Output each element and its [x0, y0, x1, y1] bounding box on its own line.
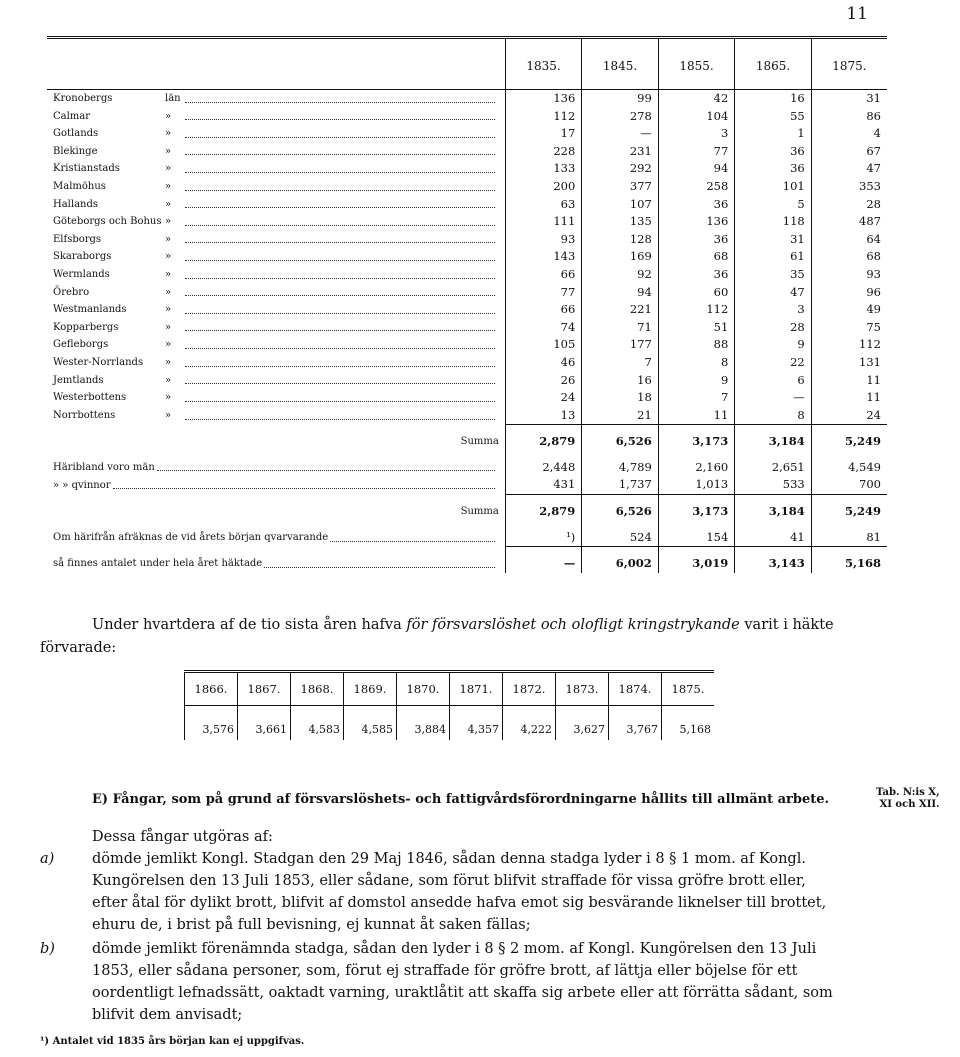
county-suffix: »	[165, 374, 172, 386]
county-name: Wermlands	[53, 268, 110, 280]
value-cell: 154	[658, 529, 734, 547]
value-cell: 221	[582, 301, 658, 319]
county-name: Hallands	[53, 198, 99, 210]
county-suffix: »	[165, 128, 172, 140]
county-suffix: »	[165, 321, 172, 333]
item-b-line-3: oordentligt lefnadssätt, oaktadt varning, uraktlåtit att skaffa sig arbete eller att förrätta sådant, som	[92, 985, 833, 1001]
value-cell: 51	[658, 319, 734, 337]
value-cell: 6,002	[582, 555, 658, 573]
value-cell: 7	[658, 389, 734, 407]
value-cell: 68	[658, 248, 734, 266]
value-cell: 112	[505, 108, 581, 126]
value-cell: 1,013	[658, 476, 734, 494]
table-row	[47, 476, 887, 494]
value-cell: 9	[735, 336, 811, 354]
value-cell: 431	[505, 476, 581, 494]
section-heading: E) Fångar, som på grund af försvarslöshets- och fattigvårdsförordningarne hållits till allmänt arbete.	[92, 792, 830, 807]
value-cell: 2,879	[505, 503, 581, 521]
value-cell: ¹)	[505, 529, 581, 547]
county-name: Westmanlands	[53, 304, 127, 316]
value-cell: 700	[811, 476, 887, 494]
table-row	[47, 125, 887, 143]
value-cell: 6	[735, 372, 811, 390]
value-cell: 22	[735, 354, 811, 372]
value-cell: 4,222	[503, 718, 556, 740]
value-cell: 4,357	[450, 718, 503, 740]
value-cell: 3	[658, 125, 734, 143]
value-cell: 46	[505, 354, 581, 372]
value-cell: 2,448	[505, 459, 581, 477]
county-name: Jemtlands	[53, 374, 104, 386]
year-header: 1867.	[238, 672, 291, 706]
value-cell: 77	[658, 143, 734, 161]
county-name: Blekinge	[53, 145, 98, 157]
county-name: Elfsborgs	[53, 233, 102, 245]
table-row	[47, 354, 887, 372]
table-row	[47, 555, 887, 573]
value-cell: 3,184	[735, 433, 811, 451]
summa-label: Summa	[460, 436, 499, 448]
summa-label: Summa	[460, 506, 499, 518]
value-cell: 6,526	[582, 433, 658, 451]
value-cell: 16	[735, 90, 811, 108]
value-cell: 4,789	[582, 459, 658, 477]
value-cell: 11	[811, 372, 887, 390]
table-row	[47, 143, 887, 161]
table-row	[47, 407, 887, 425]
value-cell: 112	[658, 301, 734, 319]
value-cell: 9	[658, 372, 734, 390]
table-row	[47, 231, 887, 249]
county-suffix: »	[165, 145, 172, 157]
year-header: 1835.	[505, 38, 581, 90]
value-cell: 3	[735, 301, 811, 319]
county-suffix: »	[165, 339, 172, 351]
table-row	[47, 108, 887, 126]
value-cell: 101	[735, 178, 811, 196]
table-row	[47, 372, 887, 390]
value-cell: 5,168	[662, 718, 715, 740]
value-cell: 11	[811, 389, 887, 407]
value-cell: 74	[505, 319, 581, 337]
paragraph-intro-cont: förvarade:	[40, 640, 117, 656]
value-cell: 68	[811, 248, 887, 266]
value-cell: 41	[735, 529, 811, 547]
value-cell: 2,160	[658, 459, 734, 477]
county-prisoner-table	[47, 36, 887, 573]
value-cell: 93	[505, 231, 581, 249]
value-cell: 67	[811, 143, 887, 161]
item-b-line-4: blifvit dem anvisadt;	[92, 1007, 243, 1023]
value-cell: 28	[811, 196, 887, 214]
value-cell: 24	[811, 407, 887, 425]
value-cell: 524	[582, 529, 658, 547]
value-cell: 31	[811, 90, 887, 108]
value-cell: 231	[582, 143, 658, 161]
county-name: Örebro	[53, 286, 90, 298]
value-cell: 13	[505, 407, 581, 425]
table-row	[47, 459, 887, 477]
value-cell: 1,737	[582, 476, 658, 494]
county-suffix: »	[165, 409, 172, 421]
value-cell: 24	[505, 389, 581, 407]
year-header: 1855.	[658, 38, 734, 90]
value-cell: 5	[735, 196, 811, 214]
county-name: Malmöhus	[53, 180, 106, 192]
item-b-marker: b)	[40, 941, 55, 957]
table-row	[47, 90, 887, 108]
page-number: 11	[846, 4, 868, 24]
item-b-line-2: 1853, eller sådana personer, som, förut ej straffade för gröfre brott, af lättja eller böjelse för ett	[92, 963, 798, 979]
table-row	[47, 284, 887, 302]
value-cell: 135	[582, 213, 658, 231]
value-cell: —	[582, 125, 658, 143]
value-cell: 36	[735, 143, 811, 161]
value-cell: 66	[505, 301, 581, 319]
value-cell: 3,184	[735, 503, 811, 521]
county-name: Kopparbergs	[53, 321, 119, 333]
value-cell: 81	[811, 529, 887, 547]
value-cell: 96	[811, 284, 887, 302]
value-cell: —	[735, 389, 811, 407]
county-suffix: län	[165, 93, 181, 104]
table-row	[47, 319, 887, 337]
item-a-line-2: Kungörelsen den 13 Juli 1853, eller sådane, som förut blifvit straffade för vissa gröfre brott eller,	[92, 873, 806, 889]
value-cell: 228	[505, 143, 581, 161]
value-cell: 36	[658, 196, 734, 214]
county-name: Göteborgs och Bohus	[53, 216, 162, 228]
value-cell: 200	[505, 178, 581, 196]
row-label: » » qvinnor	[53, 479, 111, 491]
value-cell: 11	[658, 407, 734, 425]
county-suffix: »	[165, 356, 172, 368]
list-intro: Dessa fångar utgöras af:	[92, 829, 273, 845]
summa-row	[47, 433, 887, 451]
year-header: 1868.	[291, 672, 344, 706]
value-cell: 8	[658, 354, 734, 372]
county-suffix: »	[165, 233, 172, 245]
value-cell: 92	[582, 266, 658, 284]
value-cell: 64	[811, 231, 887, 249]
value-cell: 2,651	[735, 459, 811, 477]
value-cell: 6,526	[582, 503, 658, 521]
table-row	[47, 389, 887, 407]
value-cell: 5,249	[811, 503, 887, 521]
value-cell: 3,884	[397, 718, 450, 740]
county-suffix: »	[165, 216, 172, 228]
value-cell: 36	[658, 266, 734, 284]
county-suffix: »	[165, 286, 172, 298]
county-name: Kristianstads	[53, 163, 120, 175]
value-cell: 533	[735, 476, 811, 494]
county-name: Kronobergs	[53, 93, 113, 104]
county-suffix: »	[165, 268, 172, 280]
year-header: 1875.	[811, 38, 887, 90]
county-name: Gefleborgs	[53, 339, 109, 351]
value-cell: 99	[582, 90, 658, 108]
value-cell: 3,173	[658, 503, 734, 521]
year-header: 1845.	[582, 38, 658, 90]
value-cell: 5,168	[811, 555, 887, 573]
value-cell: 47	[735, 284, 811, 302]
value-cell: 4,549	[811, 459, 887, 477]
value-cell: 258	[658, 178, 734, 196]
value-cell: 4	[811, 125, 887, 143]
value-cell: 8	[735, 407, 811, 425]
value-cell: 136	[658, 213, 734, 231]
year-header: 1869.	[344, 672, 397, 706]
value-cell: 4,583	[291, 718, 344, 740]
value-cell: 60	[658, 284, 734, 302]
year-header: 1866.	[185, 672, 238, 706]
side-note: Tab. N:is X, XI och XII.	[876, 787, 940, 810]
value-cell: 94	[658, 160, 734, 178]
county-name: Norrbottens	[53, 409, 116, 421]
value-cell: 2,879	[505, 433, 581, 451]
value-cell: 353	[811, 178, 887, 196]
value-cell: 3,019	[658, 555, 734, 573]
value-cell: 4,585	[344, 718, 397, 740]
value-cell: 1	[735, 125, 811, 143]
value-cell: 61	[735, 248, 811, 266]
row-label: Häribland voro män	[53, 461, 155, 473]
county-suffix: »	[165, 180, 172, 192]
paragraph-intro: Under hvartdera af de tio sista åren hafva för försvarslöshet och olofligt kringstrykande varit i häkte	[92, 617, 834, 633]
county-suffix: »	[165, 304, 172, 316]
year-header: 1874.	[609, 672, 662, 706]
county-name: Gotlands	[53, 128, 99, 140]
value-cell: —	[505, 555, 581, 573]
table-row	[47, 160, 887, 178]
table-row	[47, 336, 887, 354]
value-cell: 292	[582, 160, 658, 178]
item-a-line-1: dömde jemlikt Kongl. Stadgan den 29 Maj 1846, sådan denna stadga lyder i 8 § 1 mom. af Kongl.	[92, 851, 806, 867]
value-cell: 71	[582, 319, 658, 337]
value-cell: 35	[735, 266, 811, 284]
value-cell: 105	[505, 336, 581, 354]
value-cell: 3,661	[238, 718, 291, 740]
value-cell: 111	[505, 213, 581, 231]
value-cell: 94	[582, 284, 658, 302]
value-cell: 133	[505, 160, 581, 178]
value-cell: 66	[505, 266, 581, 284]
value-cell: 377	[582, 178, 658, 196]
value-cell: 75	[811, 319, 887, 337]
value-cell: 16	[582, 372, 658, 390]
table-row	[47, 213, 887, 231]
item-a-marker: a)	[40, 851, 55, 867]
value-cell: 131	[811, 354, 887, 372]
county-suffix: »	[165, 110, 172, 122]
label-column-header	[47, 38, 505, 90]
year-header: 1871.	[450, 672, 503, 706]
row-label: Om härifrån afräknas de vid årets början qvarvarande	[53, 531, 329, 543]
table-row	[47, 529, 887, 547]
county-suffix: »	[165, 392, 172, 404]
year-header: 1870.	[397, 672, 450, 706]
value-cell: 3,143	[735, 555, 811, 573]
county-suffix: »	[165, 251, 172, 263]
value-cell: 278	[582, 108, 658, 126]
value-cell: 26	[505, 372, 581, 390]
yearly-table	[184, 670, 714, 740]
table-row	[47, 266, 887, 284]
value-cell: 77	[505, 284, 581, 302]
value-cell: 17	[505, 125, 581, 143]
value-cell: 3,627	[556, 718, 609, 740]
value-cell: 93	[811, 266, 887, 284]
row-label: så finnes antalet under hela året häktade	[53, 558, 263, 570]
table-row	[47, 301, 887, 319]
value-cell: 63	[505, 196, 581, 214]
value-cell: 3,576	[185, 718, 238, 740]
value-cell: 36	[658, 231, 734, 249]
table-row	[47, 178, 887, 196]
item-b-line-1: dömde jemlikt förenämnda stadga, sådan den lyder i 8 § 2 mom. af Kongl. Kungörelsen den 13 Juli	[92, 941, 817, 957]
value-cell: 42	[658, 90, 734, 108]
value-cell: 86	[811, 108, 887, 126]
footnote: ¹) Antalet vid 1835 års början kan ej uppgifvas.	[40, 1036, 305, 1047]
value-cell: 55	[735, 108, 811, 126]
value-cell: 18	[582, 389, 658, 407]
item-a-line-4: ehuru de, i brist på full bevisning, ej kunnat åt saken fällas;	[92, 917, 531, 933]
county-name: Skaraborgs	[53, 251, 112, 263]
value-cell: 49	[811, 301, 887, 319]
value-cell: 177	[582, 336, 658, 354]
value-cell: 143	[505, 248, 581, 266]
item-a-line-3: efter åtal för dylikt brott, blifvit af domstol ansedde hafva emot sig besvärande liknelser till brottet,	[92, 895, 827, 911]
value-cell: 487	[811, 213, 887, 231]
county-suffix: »	[165, 198, 172, 210]
county-name: Westerbottens	[53, 392, 127, 404]
value-cell: 107	[582, 196, 658, 214]
year-header: 1865.	[735, 38, 811, 90]
county-name: Wester-Norrlands	[53, 356, 144, 368]
value-cell: 128	[582, 231, 658, 249]
county-name: Calmar	[53, 110, 91, 122]
value-cell: 7	[582, 354, 658, 372]
value-cell: 47	[811, 160, 887, 178]
value-cell: 36	[735, 160, 811, 178]
value-cell: 112	[811, 336, 887, 354]
value-cell: 21	[582, 407, 658, 425]
year-header: 1873.	[556, 672, 609, 706]
table-row	[47, 248, 887, 266]
value-cell: 31	[735, 231, 811, 249]
summa-row	[47, 503, 887, 521]
value-cell: 136	[505, 90, 581, 108]
value-cell: 3,767	[609, 718, 662, 740]
value-cell: 28	[735, 319, 811, 337]
county-suffix: »	[165, 163, 172, 175]
value-cell: 104	[658, 108, 734, 126]
value-cell: 5,249	[811, 433, 887, 451]
value-cell: 169	[582, 248, 658, 266]
value-cell: 118	[735, 213, 811, 231]
table-row	[47, 196, 887, 214]
year-header: 1875.	[662, 672, 715, 706]
value-cell: 3,173	[658, 433, 734, 451]
value-cell: 88	[658, 336, 734, 354]
year-header: 1872.	[503, 672, 556, 706]
